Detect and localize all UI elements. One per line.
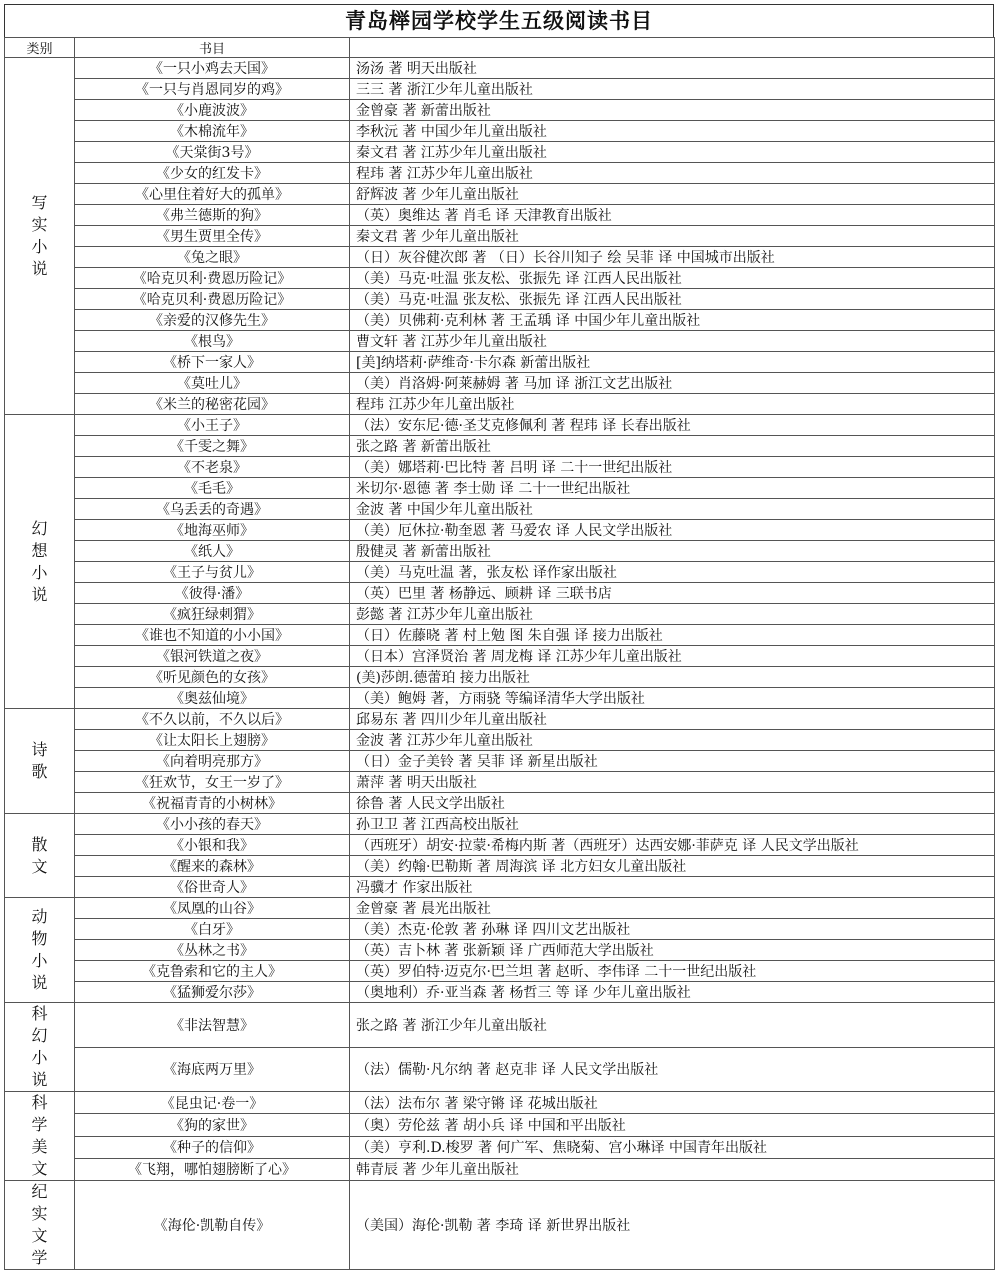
table-row: [5, 583, 995, 604]
book-info-cell: （英）巴里 著 杨静远、顾耕 译 三联书店: [350, 583, 995, 604]
table-row: [5, 310, 995, 331]
book-title-cell: 《丛林之书》: [75, 940, 350, 961]
book-info-cell: 米切尔·恩德 著 李士勋 译 二十一世纪出版社: [350, 478, 995, 499]
book-title-cell: 《海伦·凯勒自传》: [75, 1181, 350, 1270]
book-title-cell: 《哈克贝利·费恩历险记》: [75, 268, 350, 289]
table-row: [5, 247, 995, 268]
header-row: [5, 38, 995, 58]
book-title-cell: 《哈克贝利·费恩历险记》: [75, 289, 350, 310]
table-row: [5, 667, 995, 688]
table-row: [5, 877, 995, 898]
book-info-cell: 殷健灵 著 新蕾出版社: [350, 541, 995, 562]
book-info-cell: （美国）海伦·凯勒 著 李琦 译 新世界出版社: [350, 1181, 995, 1270]
book-title-cell: 《种子的信仰》: [75, 1136, 350, 1158]
table-row: [5, 1114, 995, 1136]
book-info-cell: 李秋沅 著 中国少年儿童出版社: [350, 121, 995, 142]
table-row: [5, 415, 995, 436]
book-info-cell: (美)莎朗.德蕾珀 接力出版社: [350, 667, 995, 688]
table-row: [5, 1158, 995, 1180]
book-title-cell: 《少女的红发卡》: [75, 163, 350, 184]
table-row: [5, 394, 995, 415]
book-title-cell: 《让太阳长上翅膀》: [75, 730, 350, 751]
book-info-cell: 金曾豪 著 晨光出版社: [350, 898, 995, 919]
table-row: [5, 58, 995, 79]
book-info-cell: 徐鲁 著 人民文学出版社: [350, 793, 995, 814]
book-info-cell: （美）马克·吐温 张友松、张振先 译 江西人民出版社: [350, 289, 995, 310]
table-row: [5, 184, 995, 205]
book-title-cell: 《小银和我》: [75, 835, 350, 856]
book-info-cell: 金波 著 江苏少年儿童出版社: [350, 730, 995, 751]
reading-list-sheet: [4, 4, 994, 1270]
book-title-cell: 《小鹿波波》: [75, 100, 350, 121]
book-title-cell: 《狗的家世》: [75, 1114, 350, 1136]
book-title-cell: 《心里住着好大的孤单》: [75, 184, 350, 205]
table-row: [5, 772, 995, 793]
table-row: [5, 79, 995, 100]
table-row: [5, 625, 995, 646]
table-body: [5, 58, 995, 1270]
book-title-cell: 《祝福青青的小树林》: [75, 793, 350, 814]
book-info-cell: 冯骥才 作家出版社: [350, 877, 995, 898]
table-row: [5, 352, 995, 373]
table-row: [5, 226, 995, 247]
table-row: [5, 436, 995, 457]
book-title-cell: 《俗世奇人》: [75, 877, 350, 898]
table-row: [5, 205, 995, 226]
category-label: 幻想小说: [31, 518, 48, 604]
category-cell: [5, 58, 75, 415]
book-title-cell: 《千雯之舞》: [75, 436, 350, 457]
category-label: 科学美文: [31, 1093, 48, 1178]
category-cell: [5, 1092, 75, 1181]
book-info-cell: （法）法布尔 著 梁守锵 译 花城出版社: [350, 1092, 995, 1114]
book-title-cell: 《白牙》: [75, 919, 350, 940]
table-row: [5, 793, 995, 814]
book-info-cell: 三三 著 浙江少年儿童出版社: [350, 79, 995, 100]
category-cell: [5, 898, 75, 1003]
book-info-cell: （奥）劳伦兹 著 胡小兵 译 中国和平出版社: [350, 1114, 995, 1136]
book-info-cell: （美）贝佛莉·克利林 著 王孟瑀 译 中国少年儿童出版社: [350, 310, 995, 331]
header-info: [350, 38, 995, 58]
book-title-cell: 《弗兰德斯的狗》: [75, 205, 350, 226]
book-title-cell: 《昆虫记·卷一》: [75, 1092, 350, 1114]
table-row: [5, 289, 995, 310]
table-row: [5, 163, 995, 184]
book-title-cell: 《海底两万里》: [75, 1047, 350, 1092]
table-row: [5, 100, 995, 121]
table-row: [5, 268, 995, 289]
book-title-cell: 《一只与肖恩同岁的鸡》: [75, 79, 350, 100]
book-title-cell: 《醒来的森林》: [75, 856, 350, 877]
table-row: [5, 751, 995, 772]
category-cell: [5, 1181, 75, 1270]
book-info-cell: 张之路 著 新蕾出版社: [350, 436, 995, 457]
book-info-cell: （奥地利）乔·亚当森 著 杨哲三 等 译 少年儿童出版社: [350, 982, 995, 1003]
table-row: [5, 604, 995, 625]
book-title-cell: 《天棠街3号》: [75, 142, 350, 163]
category-cell: [5, 415, 75, 709]
book-title-cell: 《非法智慧》: [75, 1003, 350, 1048]
table-row: [5, 142, 995, 163]
book-title-cell: 《地海巫师》: [75, 520, 350, 541]
table-row: [5, 1092, 995, 1114]
table-row: [5, 709, 995, 730]
table-row: [5, 814, 995, 835]
book-title-cell: 《银河铁道之夜》: [75, 646, 350, 667]
header-category: 类别: [5, 38, 75, 58]
table-row: [5, 646, 995, 667]
book-info-cell: （美）约翰·巴勒斯 著 周海滨 译 北方妇女儿童出版社: [350, 856, 995, 877]
category-label: 科幻小说: [31, 1004, 48, 1089]
table-row: [5, 331, 995, 352]
book-title-cell: 《不久以前，不久以后》: [75, 709, 350, 730]
book-title-cell: 《一只小鸡去天国》: [75, 58, 350, 79]
book-info-cell: （英）奥维达 著 肖毛 译 天津教育出版社: [350, 205, 995, 226]
book-title-cell: 《王子与贫儿》: [75, 562, 350, 583]
book-info-cell: （美）马克吐温 著，张友松 译作家出版社: [350, 562, 995, 583]
book-info-cell: 韩青辰 著 少年儿童出版社: [350, 1158, 995, 1180]
table-row: [5, 478, 995, 499]
table-row: [5, 541, 995, 562]
table-row: [5, 730, 995, 751]
book-info-cell: 秦文君 著 江苏少年儿童出版社: [350, 142, 995, 163]
book-info-cell: 舒辉波 著 少年儿童出版社: [350, 184, 995, 205]
book-info-cell: （美）肖洛姆·阿莱赫姆 著 马加 译 浙江文艺出版社: [350, 373, 995, 394]
book-info-cell: （美）亨利.D.梭罗 著 何广军、焦晓菊、宫小琳译 中国青年出版社: [350, 1136, 995, 1158]
book-info-cell: （法）安东尼·德·圣艾克修佩利 著 程玮 译 长春出版社: [350, 415, 995, 436]
book-info-cell: （美）杰克·伦敦 著 孙琳 译 四川文艺出版社: [350, 919, 995, 940]
book-title-cell: 《乌丢丢的奇遇》: [75, 499, 350, 520]
book-title-cell: 《小王子》: [75, 415, 350, 436]
book-info-cell: [美]纳塔莉·萨维奇·卡尔森 新蕾出版社: [350, 352, 995, 373]
book-title-cell: 《亲爱的汉修先生》: [75, 310, 350, 331]
category-cell: [5, 709, 75, 814]
book-title-cell: 《凤凰的山谷》: [75, 898, 350, 919]
book-info-cell: （美）马克·吐温 张友松、张振先 译 江西人民出版社: [350, 268, 995, 289]
table-row: [5, 961, 995, 982]
book-title-cell: 《男生贾里全传》: [75, 226, 350, 247]
table-row: [5, 457, 995, 478]
category-label: 诗歌: [31, 740, 48, 781]
book-title-cell: 《狂欢节，女王一岁了》: [75, 772, 350, 793]
book-title-cell: 《向着明亮那方》: [75, 751, 350, 772]
header-book: 书目: [75, 38, 350, 58]
table-row: [5, 499, 995, 520]
table-row: [5, 835, 995, 856]
category-label: 动物小说: [31, 907, 48, 992]
book-info-cell: （法）儒勒·凡尔纳 著 赵克非 译 人民文学出版社: [350, 1047, 995, 1092]
book-info-cell: 萧萍 著 明天出版社: [350, 772, 995, 793]
book-info-cell: （日本）宫泽贤治 著 周龙梅 译 江苏少年儿童出版社: [350, 646, 995, 667]
table-row: [5, 1003, 995, 1048]
book-info-cell: （日）金子美铃 著 吴菲 译 新星出版社: [350, 751, 995, 772]
table-row: [5, 898, 995, 919]
book-info-cell: （英）吉卜林 著 张新颖 译 广西师范大学出版社: [350, 940, 995, 961]
book-info-cell: （美）娜塔莉·巴比特 著 吕明 译 二十一世纪出版社: [350, 457, 995, 478]
book-info-cell: （西班牙）胡安·拉蒙·希梅内斯 著（西班牙）达西安娜·菲萨克 译 人民文学出版社: [350, 835, 995, 856]
book-title-cell: 《根鸟》: [75, 331, 350, 352]
sheet-title: 青岛榉园学校学生五级阅读书目: [4, 4, 994, 37]
book-info-cell: 金曾豪 著 新蕾出版社: [350, 100, 995, 121]
book-title-cell: 《彼得·潘》: [75, 583, 350, 604]
book-title-cell: 《飞翔，哪怕翅膀断了心》: [75, 1158, 350, 1180]
table-row: [5, 1181, 995, 1270]
book-info-cell: 孙卫卫 著 江西高校出版社: [350, 814, 995, 835]
book-title-cell: 《兔之眼》: [75, 247, 350, 268]
table-row: [5, 1136, 995, 1158]
table-row: [5, 940, 995, 961]
book-info-cell: 汤汤 著 明天出版社: [350, 58, 995, 79]
book-info-cell: （日）佐藤晓 著 村上勉 图 朱自强 译 接力出版社: [350, 625, 995, 646]
table-row: [5, 562, 995, 583]
book-info-cell: 张之路 著 浙江少年儿童出版社: [350, 1003, 995, 1048]
book-info-cell: 邱易东 著 四川少年儿童出版社: [350, 709, 995, 730]
book-title-cell: 《桥下一家人》: [75, 352, 350, 373]
category-cell: [5, 814, 75, 898]
book-title-cell: 《米兰的秘密花园》: [75, 394, 350, 415]
book-title-cell: 《听见颜色的女孩》: [75, 667, 350, 688]
book-title-cell: 《纸人》: [75, 541, 350, 562]
book-title-cell: 《木棉流年》: [75, 121, 350, 142]
book-title-cell: 《小小孩的春天》: [75, 814, 350, 835]
category-cell: [5, 1003, 75, 1092]
table-row: [5, 520, 995, 541]
category-label: 纪实文学: [31, 1182, 48, 1267]
book-info-cell: 曹文轩 著 江苏少年儿童出版社: [350, 331, 995, 352]
book-title-cell: 《疯狂绿刺猬》: [75, 604, 350, 625]
reading-list-table: [4, 37, 995, 1270]
book-title-cell: 《奥兹仙境》: [75, 688, 350, 709]
book-title-cell: 《克鲁索和它的主人》: [75, 961, 350, 982]
table-row: [5, 373, 995, 394]
book-title-cell: 《猛狮爱尔莎》: [75, 982, 350, 1003]
book-info-cell: 彭懿 著 江苏少年儿童出版社: [350, 604, 995, 625]
book-info-cell: 程玮 著 江苏少年儿童出版社: [350, 163, 995, 184]
table-row: [5, 919, 995, 940]
table-row: [5, 688, 995, 709]
category-label: 写实小说: [31, 193, 48, 278]
table-row: [5, 982, 995, 1003]
table-row: [5, 1047, 995, 1092]
book-info-cell: （英）罗伯特·迈克尔·巴兰坦 著 赵昕、李伟译 二十一世纪出版社: [350, 961, 995, 982]
book-title-cell: 《毛毛》: [75, 478, 350, 499]
book-title-cell: 《莫吐儿》: [75, 373, 350, 394]
category-label: 散文: [31, 834, 48, 876]
table-row: [5, 856, 995, 877]
table-row: [5, 121, 995, 142]
book-info-cell: （美）厄休拉·勒奎恩 著 马爱农 译 人民文学出版社: [350, 520, 995, 541]
book-info-cell: 程玮 江苏少年儿童出版社: [350, 394, 995, 415]
book-info-cell: （美）鲍姆 著，方雨骁 等编译清华大学出版社: [350, 688, 995, 709]
book-info-cell: （日）灰谷健次郎 著 （日）长谷川知子 绘 吴菲 译 中国城市出版社: [350, 247, 995, 268]
book-info-cell: 秦文君 著 少年儿童出版社: [350, 226, 995, 247]
book-info-cell: 金波 著 中国少年儿童出版社: [350, 499, 995, 520]
book-title-cell: 《不老泉》: [75, 457, 350, 478]
book-title-cell: 《谁也不知道的小小国》: [75, 625, 350, 646]
